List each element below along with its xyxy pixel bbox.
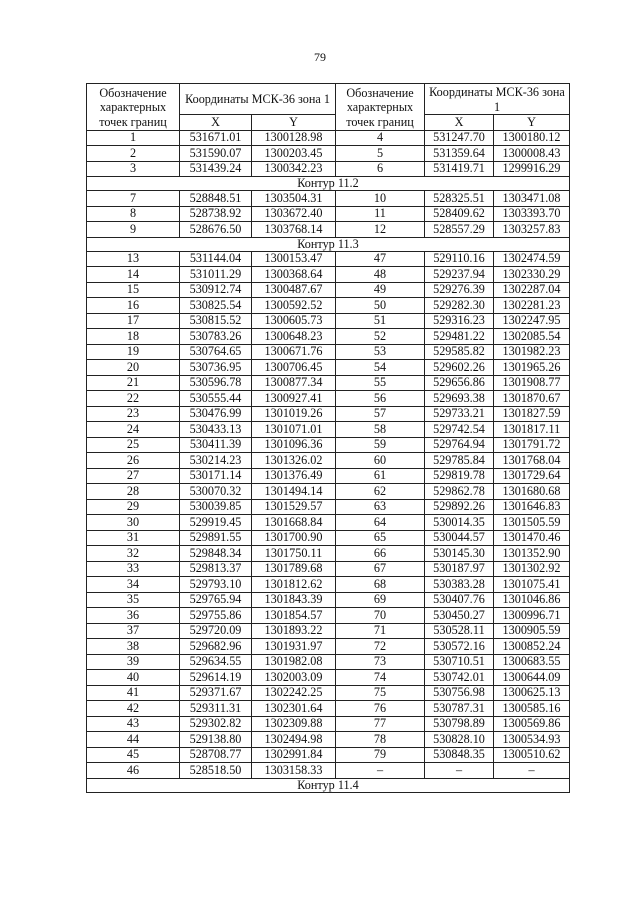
point-label-header-right: Обозначение характерных точек границ [336,84,425,131]
cell-point-right: 50 [336,298,425,314]
cell-x-right: 528557.29 [425,222,494,238]
cell-x-left: 529793.10 [180,577,252,593]
cell-point-left: 38 [87,639,180,655]
cell-point-right: 51 [336,313,425,329]
cell-y-right: 1301470.46 [494,530,570,546]
contour-row [87,778,570,792]
table-row [87,453,570,469]
cell-y-left: 1303504.31 [252,191,336,207]
cell-y-left: 1301700.90 [252,530,336,546]
table-row [87,623,570,639]
cell-point-left: 24 [87,422,180,438]
cell-y-right: 1300510.62 [494,747,570,763]
cell-point-left: 46 [87,763,180,779]
cell-x-left: 530171.14 [180,468,252,484]
cell-point-left: 35 [87,592,180,608]
cell-y-right: 1300852.24 [494,639,570,655]
cell-point-left: 7 [87,191,180,207]
cell-x-left: 529765.94 [180,592,252,608]
cell-y-right: 1301680.68 [494,484,570,500]
cell-y-right: 1301352.90 [494,546,570,562]
cell-point-right: 11 [336,206,425,222]
cell-y-left: 1300153.47 [252,251,336,267]
cell-x-left: 529634.55 [180,654,252,670]
table-row [87,763,570,779]
cell-y-right: 1300180.12 [494,130,570,146]
cell-y-left: 1301668.84 [252,515,336,531]
cell-point-left: 31 [87,530,180,546]
table-row [87,191,570,207]
cell-y-left: 1302301.64 [252,701,336,717]
cell-x-right: 531247.70 [425,130,494,146]
cell-y-left: 1300342.23 [252,161,336,177]
table-row [87,267,570,283]
cell-x-right: 529282.30 [425,298,494,314]
table-row [87,515,570,531]
cell-point-right: 67 [336,561,425,577]
cell-x-right: 529819.78 [425,468,494,484]
cell-point-right: 58 [336,422,425,438]
cell-x-right: 530787.31 [425,701,494,717]
cell-y-left: 1300128.98 [252,130,336,146]
y-header-left: Y [252,115,336,131]
table-row [87,360,570,376]
cell-x-right: 530798.89 [425,716,494,732]
cell-point-right: 63 [336,499,425,515]
cell-x-left: 530596.78 [180,375,252,391]
coords-title-header-right: Координаты МСК-36 зона 1 [425,84,570,115]
table-body [87,130,570,792]
cell-point-right: 77 [336,716,425,732]
cell-x-right: 530145.30 [425,546,494,562]
table-row [87,577,570,593]
table-row [87,146,570,162]
cell-x-right: 530528.11 [425,623,494,639]
cell-point-left: 37 [87,623,180,639]
cell-x-left: 530070.32 [180,484,252,500]
cell-x-left: 530912.74 [180,282,252,298]
table-row [87,298,570,314]
table-row [87,608,570,624]
cell-point-left: 30 [87,515,180,531]
cell-x-left: 529720.09 [180,623,252,639]
cell-point-left: 29 [87,499,180,515]
cell-point-right: 55 [336,375,425,391]
cell-point-left: 17 [87,313,180,329]
cell-point-right: 56 [336,391,425,407]
cell-x-left: 530214.23 [180,453,252,469]
cell-x-right: 529764.94 [425,437,494,453]
cell-y-right: 1299916.29 [494,161,570,177]
cell-x-right: 531419.71 [425,161,494,177]
cell-point-left: 20 [87,360,180,376]
cell-point-right: 6 [336,161,425,177]
cell-point-right: 5 [336,146,425,162]
cell-x-right: – [425,763,494,779]
cell-y-right: 1301729.64 [494,468,570,484]
cell-x-right: 529742.54 [425,422,494,438]
cell-x-right: 530828.10 [425,732,494,748]
cell-y-right: 1300683.55 [494,654,570,670]
cell-point-right: 76 [336,701,425,717]
cell-point-left: 45 [87,747,180,763]
cell-y-right: 1301302.92 [494,561,570,577]
cell-x-left: 529614.19 [180,670,252,686]
cell-x-left: 529919.45 [180,515,252,531]
cell-point-right: 75 [336,685,425,701]
table-row [87,716,570,732]
cell-point-left: 32 [87,546,180,562]
table-row [87,206,570,222]
cell-x-left: 531144.04 [180,251,252,267]
contour-label: Контур 11.4 [87,778,570,792]
cell-point-right: 74 [336,670,425,686]
cell-x-right: 530450.27 [425,608,494,624]
cell-y-right: 1300625.13 [494,685,570,701]
cell-y-left: 1301096.36 [252,437,336,453]
cell-point-right: 65 [336,530,425,546]
cell-point-right: 12 [336,222,425,238]
cell-point-left: 2 [87,146,180,162]
cell-point-left: 23 [87,406,180,422]
cell-x-right: 529862.78 [425,484,494,500]
cell-x-left: 530736.95 [180,360,252,376]
table-row [87,313,570,329]
table-row [87,329,570,345]
table-row [87,344,570,360]
cell-x-left: 531439.24 [180,161,252,177]
contour-row [87,237,570,251]
cell-x-right: 530710.51 [425,654,494,670]
cell-point-right: 72 [336,639,425,655]
cell-point-right: 73 [336,654,425,670]
cell-y-left: 1302991.84 [252,747,336,763]
cell-y-left: 1301376.49 [252,468,336,484]
coordinates-table [86,83,570,793]
cell-point-left: 28 [87,484,180,500]
cell-y-right: 1301046.86 [494,592,570,608]
table-row [87,251,570,267]
cell-point-left: 1 [87,130,180,146]
cell-y-right: 1302281.23 [494,298,570,314]
cell-y-left: 1300605.73 [252,313,336,329]
table-row [87,546,570,562]
cell-point-right: 60 [336,453,425,469]
table-row [87,670,570,686]
cell-point-left: 39 [87,654,180,670]
cell-point-left: 8 [87,206,180,222]
cell-point-right: 66 [336,546,425,562]
cell-point-right: 64 [336,515,425,531]
cell-y-right: 1303257.83 [494,222,570,238]
table-row [87,732,570,748]
cell-y-right: 1302474.59 [494,251,570,267]
cell-y-right: 1302085.54 [494,329,570,345]
cell-point-left: 27 [87,468,180,484]
cell-point-right: 49 [336,282,425,298]
x-header-left: X [180,115,252,131]
cell-x-left: 529891.55 [180,530,252,546]
table-row [87,468,570,484]
cell-x-left: 531011.29 [180,267,252,283]
cell-y-left: 1300706.45 [252,360,336,376]
cell-point-left: 42 [87,701,180,717]
cell-point-right: 10 [336,191,425,207]
cell-y-left: 1301893.22 [252,623,336,639]
cell-y-right: 1301075.41 [494,577,570,593]
table-row [87,499,570,515]
cell-y-left: 1302242.25 [252,685,336,701]
cell-x-left: 530411.39 [180,437,252,453]
cell-point-left: 13 [87,251,180,267]
cell-y-right: 1302247.95 [494,313,570,329]
cell-x-left: 531590.07 [180,146,252,162]
point-label-header-left: Обозначение характерных точек границ [87,84,180,131]
cell-y-left: 1301326.02 [252,453,336,469]
cell-x-right: 531359.64 [425,146,494,162]
cell-y-left: 1302309.88 [252,716,336,732]
cell-y-left: 1300592.52 [252,298,336,314]
cell-y-right: 1301817.11 [494,422,570,438]
cell-x-left: 529311.31 [180,701,252,717]
cell-x-right: 528409.62 [425,206,494,222]
contour-label: Контур 11.2 [87,177,570,191]
cell-point-right: 59 [336,437,425,453]
cell-y-right: 1300008.43 [494,146,570,162]
cell-x-left: 531671.01 [180,130,252,146]
page-number: 79 [314,50,326,64]
table-row [87,685,570,701]
cell-point-left: 22 [87,391,180,407]
table-row [87,406,570,422]
coords-title-header-left: Координаты МСК-36 зона 1 [180,84,336,115]
cell-point-left: 44 [87,732,180,748]
cell-x-left: 530764.65 [180,344,252,360]
cell-x-left: 529682.96 [180,639,252,655]
cell-y-left: 1302494.98 [252,732,336,748]
cell-y-left: 1300648.23 [252,329,336,345]
cell-x-left: 529302.82 [180,716,252,732]
cell-x-right: 530848.35 [425,747,494,763]
cell-y-left: 1301982.08 [252,654,336,670]
table-row [87,222,570,238]
table-row [87,561,570,577]
cell-x-right: 530383.28 [425,577,494,593]
cell-x-left: 530433.13 [180,422,252,438]
cell-y-left: 1300203.45 [252,146,336,162]
cell-y-right: 1300996.71 [494,608,570,624]
cell-point-right: 78 [336,732,425,748]
cell-y-right: 1300644.09 [494,670,570,686]
cell-point-right: 61 [336,468,425,484]
cell-point-right: 69 [336,592,425,608]
cell-y-right: 1300585.16 [494,701,570,717]
cell-point-right: 62 [336,484,425,500]
cell-x-right: 529656.86 [425,375,494,391]
cell-y-left: 1301750.11 [252,546,336,562]
table-row [87,161,570,177]
cell-y-left: 1301931.97 [252,639,336,655]
cell-x-left: 528676.50 [180,222,252,238]
x-header-right: X [425,115,494,131]
table-row [87,484,570,500]
cell-y-left: 1301789.68 [252,561,336,577]
table-row [87,375,570,391]
cell-point-right: 71 [336,623,425,639]
cell-y-left: 1302003.09 [252,670,336,686]
cell-y-left: 1301529.57 [252,499,336,515]
cell-y-left: 1301812.62 [252,577,336,593]
cell-x-right: 529585.82 [425,344,494,360]
cell-point-left: 40 [87,670,180,686]
cell-point-right: 53 [336,344,425,360]
cell-point-left: 21 [87,375,180,391]
cell-point-left: 26 [87,453,180,469]
table-row [87,592,570,608]
contour-label: Контур 11.3 [87,237,570,251]
cell-y-right: 1300905.59 [494,623,570,639]
cell-x-left: 530039.85 [180,499,252,515]
cell-x-right: 530742.01 [425,670,494,686]
cell-y-right: 1301505.59 [494,515,570,531]
cell-point-right: 54 [336,360,425,376]
cell-point-right: 48 [336,267,425,283]
cell-x-right: 528325.51 [425,191,494,207]
cell-y-right: 1301870.67 [494,391,570,407]
cell-point-right: 47 [336,251,425,267]
cell-y-left: 1300927.41 [252,391,336,407]
cell-point-right: 4 [336,130,425,146]
cell-x-left: 528738.92 [180,206,252,222]
cell-y-left: 1300671.76 [252,344,336,360]
cell-y-right: – [494,763,570,779]
cell-point-right: – [336,763,425,779]
cell-x-left: 530825.54 [180,298,252,314]
cell-y-left: 1303768.14 [252,222,336,238]
cell-point-left: 43 [87,716,180,732]
cell-point-left: 25 [87,437,180,453]
cell-y-right: 1300534.93 [494,732,570,748]
cell-y-left: 1301843.39 [252,592,336,608]
cell-point-right: 68 [336,577,425,593]
cell-point-right: 57 [336,406,425,422]
table-row [87,422,570,438]
cell-x-right: 529316.23 [425,313,494,329]
cell-point-right: 52 [336,329,425,345]
cell-y-left: 1303158.33 [252,763,336,779]
table-row [87,130,570,146]
cell-x-right: 530187.97 [425,561,494,577]
cell-x-right: 529237.94 [425,267,494,283]
table-row [87,747,570,763]
cell-y-right: 1300569.86 [494,716,570,732]
cell-y-right: 1303393.70 [494,206,570,222]
cell-y-right: 1302330.29 [494,267,570,283]
cell-point-left: 33 [87,561,180,577]
cell-point-left: 15 [87,282,180,298]
table-row [87,639,570,655]
cell-point-left: 19 [87,344,180,360]
cell-point-right: 70 [336,608,425,624]
y-header-right: Y [494,115,570,131]
cell-x-left: 529138.80 [180,732,252,748]
cell-x-left: 530555.44 [180,391,252,407]
cell-x-right: 529693.38 [425,391,494,407]
cell-y-left: 1303672.40 [252,206,336,222]
cell-y-left: 1300877.34 [252,375,336,391]
table-row [87,437,570,453]
cell-y-left: 1300368.64 [252,267,336,283]
cell-point-left: 41 [87,685,180,701]
cell-x-right: 529110.16 [425,251,494,267]
cell-y-right: 1301791.72 [494,437,570,453]
cell-x-left: 530476.99 [180,406,252,422]
cell-y-left: 1300487.67 [252,282,336,298]
table-row [87,701,570,717]
cell-x-right: 530014.35 [425,515,494,531]
cell-x-right: 529481.22 [425,329,494,345]
cell-x-left: 528518.50 [180,763,252,779]
cell-point-left: 36 [87,608,180,624]
cell-y-right: 1301646.83 [494,499,570,515]
cell-x-left: 529371.67 [180,685,252,701]
cell-point-left: 14 [87,267,180,283]
cell-y-right: 1301965.26 [494,360,570,376]
cell-y-left: 1301071.01 [252,422,336,438]
cell-x-left: 529755.86 [180,608,252,624]
cell-y-right: 1302287.04 [494,282,570,298]
cell-y-left: 1301854.57 [252,608,336,624]
cell-point-right: 79 [336,747,425,763]
cell-x-right: 529733.21 [425,406,494,422]
cell-x-right: 529785.84 [425,453,494,469]
cell-point-left: 18 [87,329,180,345]
cell-y-right: 1301827.59 [494,406,570,422]
cell-y-left: 1301494.14 [252,484,336,500]
cell-x-right: 529602.26 [425,360,494,376]
table-row [87,654,570,670]
table-row [87,530,570,546]
cell-x-right: 530044.57 [425,530,494,546]
cell-x-right: 530756.98 [425,685,494,701]
cell-x-left: 529813.37 [180,561,252,577]
table-row [87,282,570,298]
cell-x-left: 528708.77 [180,747,252,763]
cell-point-left: 16 [87,298,180,314]
cell-x-left: 529848.34 [180,546,252,562]
cell-x-right: 529892.26 [425,499,494,515]
table-row [87,391,570,407]
cell-y-left: 1301019.26 [252,406,336,422]
cell-y-right: 1303471.08 [494,191,570,207]
cell-point-left: 9 [87,222,180,238]
cell-y-right: 1301982.23 [494,344,570,360]
cell-point-left: 34 [87,577,180,593]
cell-point-left: 3 [87,161,180,177]
cell-x-left: 530815.52 [180,313,252,329]
cell-y-right: 1301908.77 [494,375,570,391]
cell-x-right: 530407.76 [425,592,494,608]
cell-y-right: 1301768.04 [494,453,570,469]
cell-x-left: 528848.51 [180,191,252,207]
cell-x-left: 530783.26 [180,329,252,345]
contour-row [87,177,570,191]
cell-x-right: 530572.16 [425,639,494,655]
cell-x-right: 529276.39 [425,282,494,298]
